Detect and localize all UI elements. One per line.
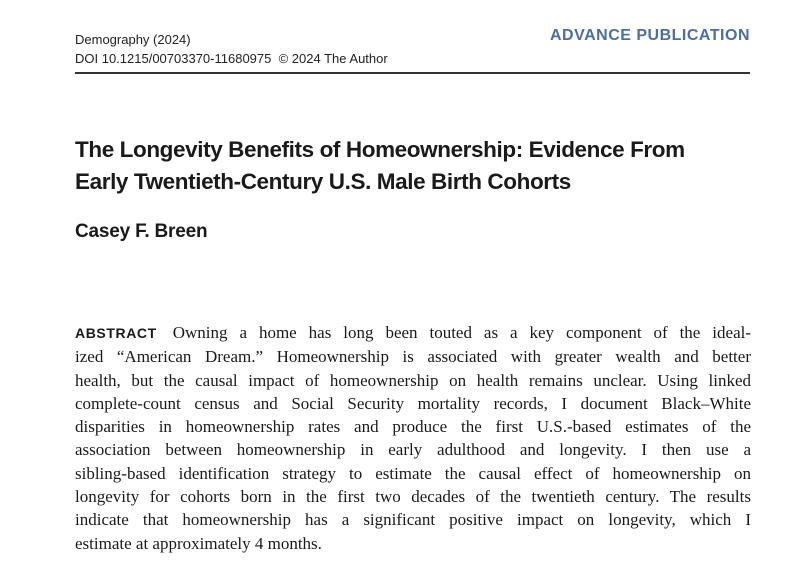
abstract-line-text: Owning a home has long been touted as a key component of the ideal- [172,323,751,342]
title-line: Early Twentieth-Century U.S. Male Birth Cohorts [75,169,571,194]
header-divider [75,72,750,74]
abstract-line: complete-count census and Social Security mortality records, I document Black–White [75,393,751,413]
abstract-line: indicate that homeownership has a significant positive impact on longevity, which I [75,510,751,530]
author-name: Casey F. Breen [75,221,208,242]
abstract-line: health, but the causal impact of homeownership on health remains unclear. Using linked [75,370,751,390]
publication-status: ADVANCE PUBLICATION [549,27,750,44]
abstract-line: ized “American Dream.” Homeownership is associated with greater wealth and better [75,347,751,367]
copyright: © 2024 The Author [278,51,388,66]
abstract-line: disparities in homeownership rates and produce the first U.S.-based estimates of the [75,417,751,437]
abstract-line: sibling-based identification strategy to estimate the causal effect of homeownership on [75,463,751,483]
abstract-label: ABSTRACT [75,325,157,341]
title-line: The Longevity Benefits of Homeownership: Evidence From [75,137,685,162]
doi[interactable]: DOI 10.1215/00703370-11680975 [75,51,272,66]
article-title [75,134,765,198]
abstract-line: association between homeownership in early adulthood and longevity. I then use a [75,440,751,460]
journal-citation: Demography (2024) [75,32,191,47]
doi-line [75,49,388,68]
abstract-line: longevity for cohorts born in the first two decades of the twentieth century. The results [75,487,751,507]
journal-header [75,30,388,68]
abstract-first-line [75,321,751,345]
abstract [75,321,751,555]
abstract-line: estimate at approximately 4 months. [75,533,322,553]
